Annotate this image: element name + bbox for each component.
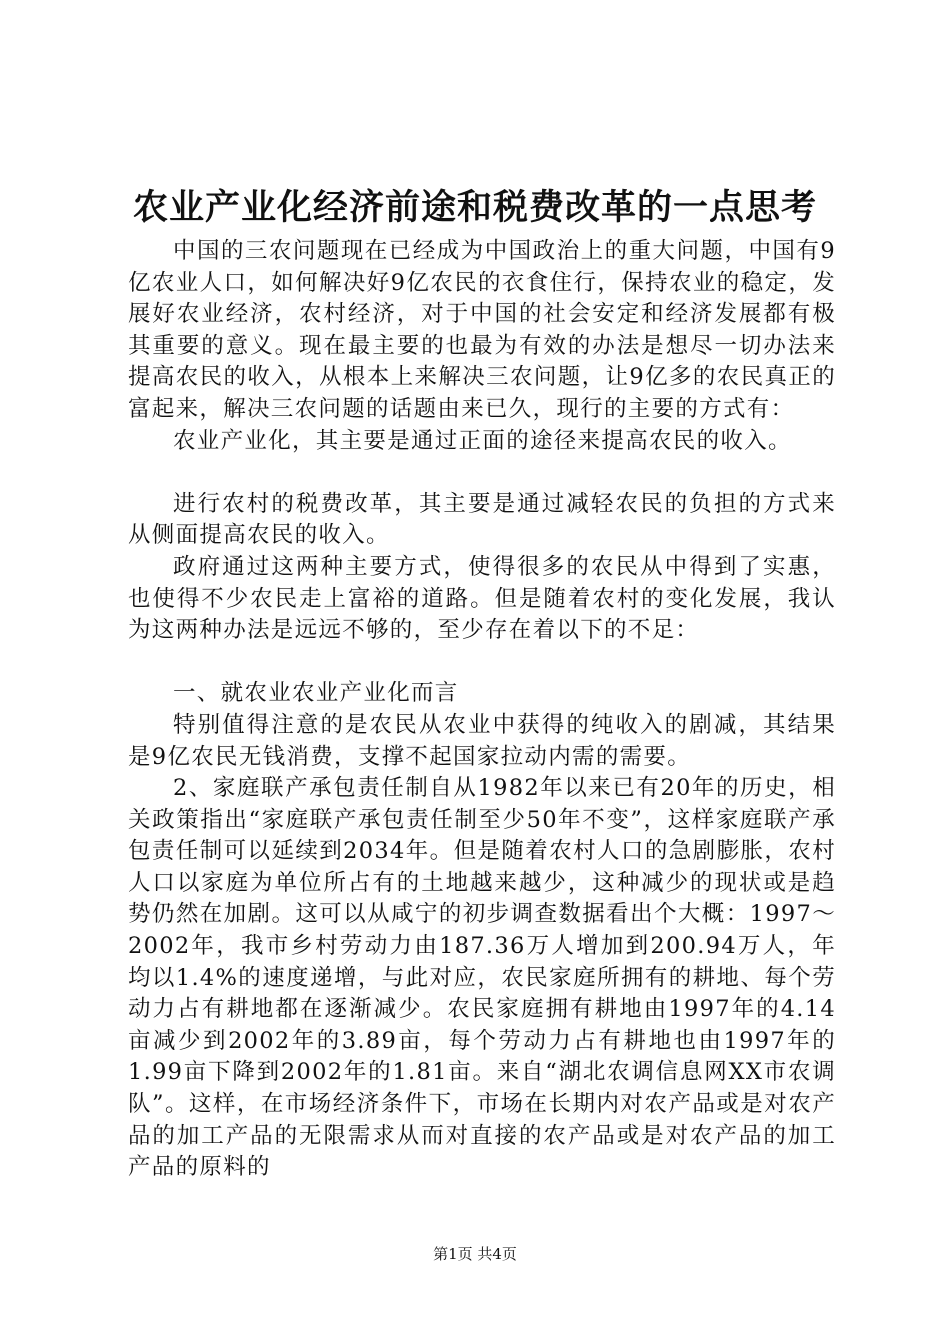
paragraph-tax-reform: 进行农村的税费改革，其主要是通过减轻农民的负担的方式来从侧面提高农民的收入。 <box>128 490 836 549</box>
paragraph-household-contract: 2、家庭联产承包责任制自从1982年以来已有20年的历史，相关政策指出“家庭联产承包责任制至少50年不变”，这样家庭联产承包责任制可以延续到2034年。但是随着农村人口的急剧膨胀，农村人口以家庭为单位所占有的土地越来越少，这种减少的现状或是趋势仍然在加剧。这可以从咸宁的初步调查数据看出个大概：1997～2002年，我市乡村劳动力由187.36万人增加到200.94万人，年均以1.4%的速度递增，与此对应，农民家庭所拥有的耕地、每个劳动力占有耕地都在逐渐减少。农民家庭拥有耕地由1997年的4.14亩减少到2002年的3.89亩，每个劳动力占有耕地也由1997年的1.99亩下降到2002年的1.81亩。来自“湖北农调信息网XX市农调队”。这样，在市场经济条件下，市场在长期内对农产品或是对农产品的加工产品的无限需求从而对直接的农产品或是对农产品的加工产品的原料的 <box>128 775 836 1181</box>
paragraph-intro: 中国的三农问题现在已经成为中国政治上的重大问题，中国有9亿农业人口，如何解决好9亿农民的衣食住行，保持农业的稳定，发展好农业经济，农村经济，对于中国的社会安定和经济发展都有极其重要的意义。现在最主要的也最为有效的办法是想尽一切办法来提高农民的收入，从根本上来解决三农问题，让9亿多的农民真正的富起来，解决三农问题的话题由来已久，现行的主要的方式有： <box>128 238 836 422</box>
section-heading-1: 一、就农业农业产业化而言 <box>173 680 459 707</box>
paragraph-industrialization: 农业产业化，其主要是通过正面的途径来提高农民的收入。 <box>173 427 792 454</box>
blank-line <box>128 457 836 489</box>
document-body <box>128 236 836 1184</box>
document-title: 农业产业化经济前途和税费改革的一点思考 <box>132 187 817 228</box>
blank-line <box>128 647 836 679</box>
paragraph-government: 政府通过这两种主要方式，使得很多的农民从中得到了实惠，也使得不少农民走上富裕的道路。但是随着农村的变化发展，我认为这两种办法是远远不够的，至少存在着以下的不足： <box>128 553 836 644</box>
paragraph-income-decline: 特别值得注意的是农民从农业中获得的纯收入的剧减，其结果是9亿农民无钱消费，支撑不起国家拉动内需的需要。 <box>128 711 836 770</box>
page-footer: 第1页 共4页 <box>433 1245 517 1263</box>
